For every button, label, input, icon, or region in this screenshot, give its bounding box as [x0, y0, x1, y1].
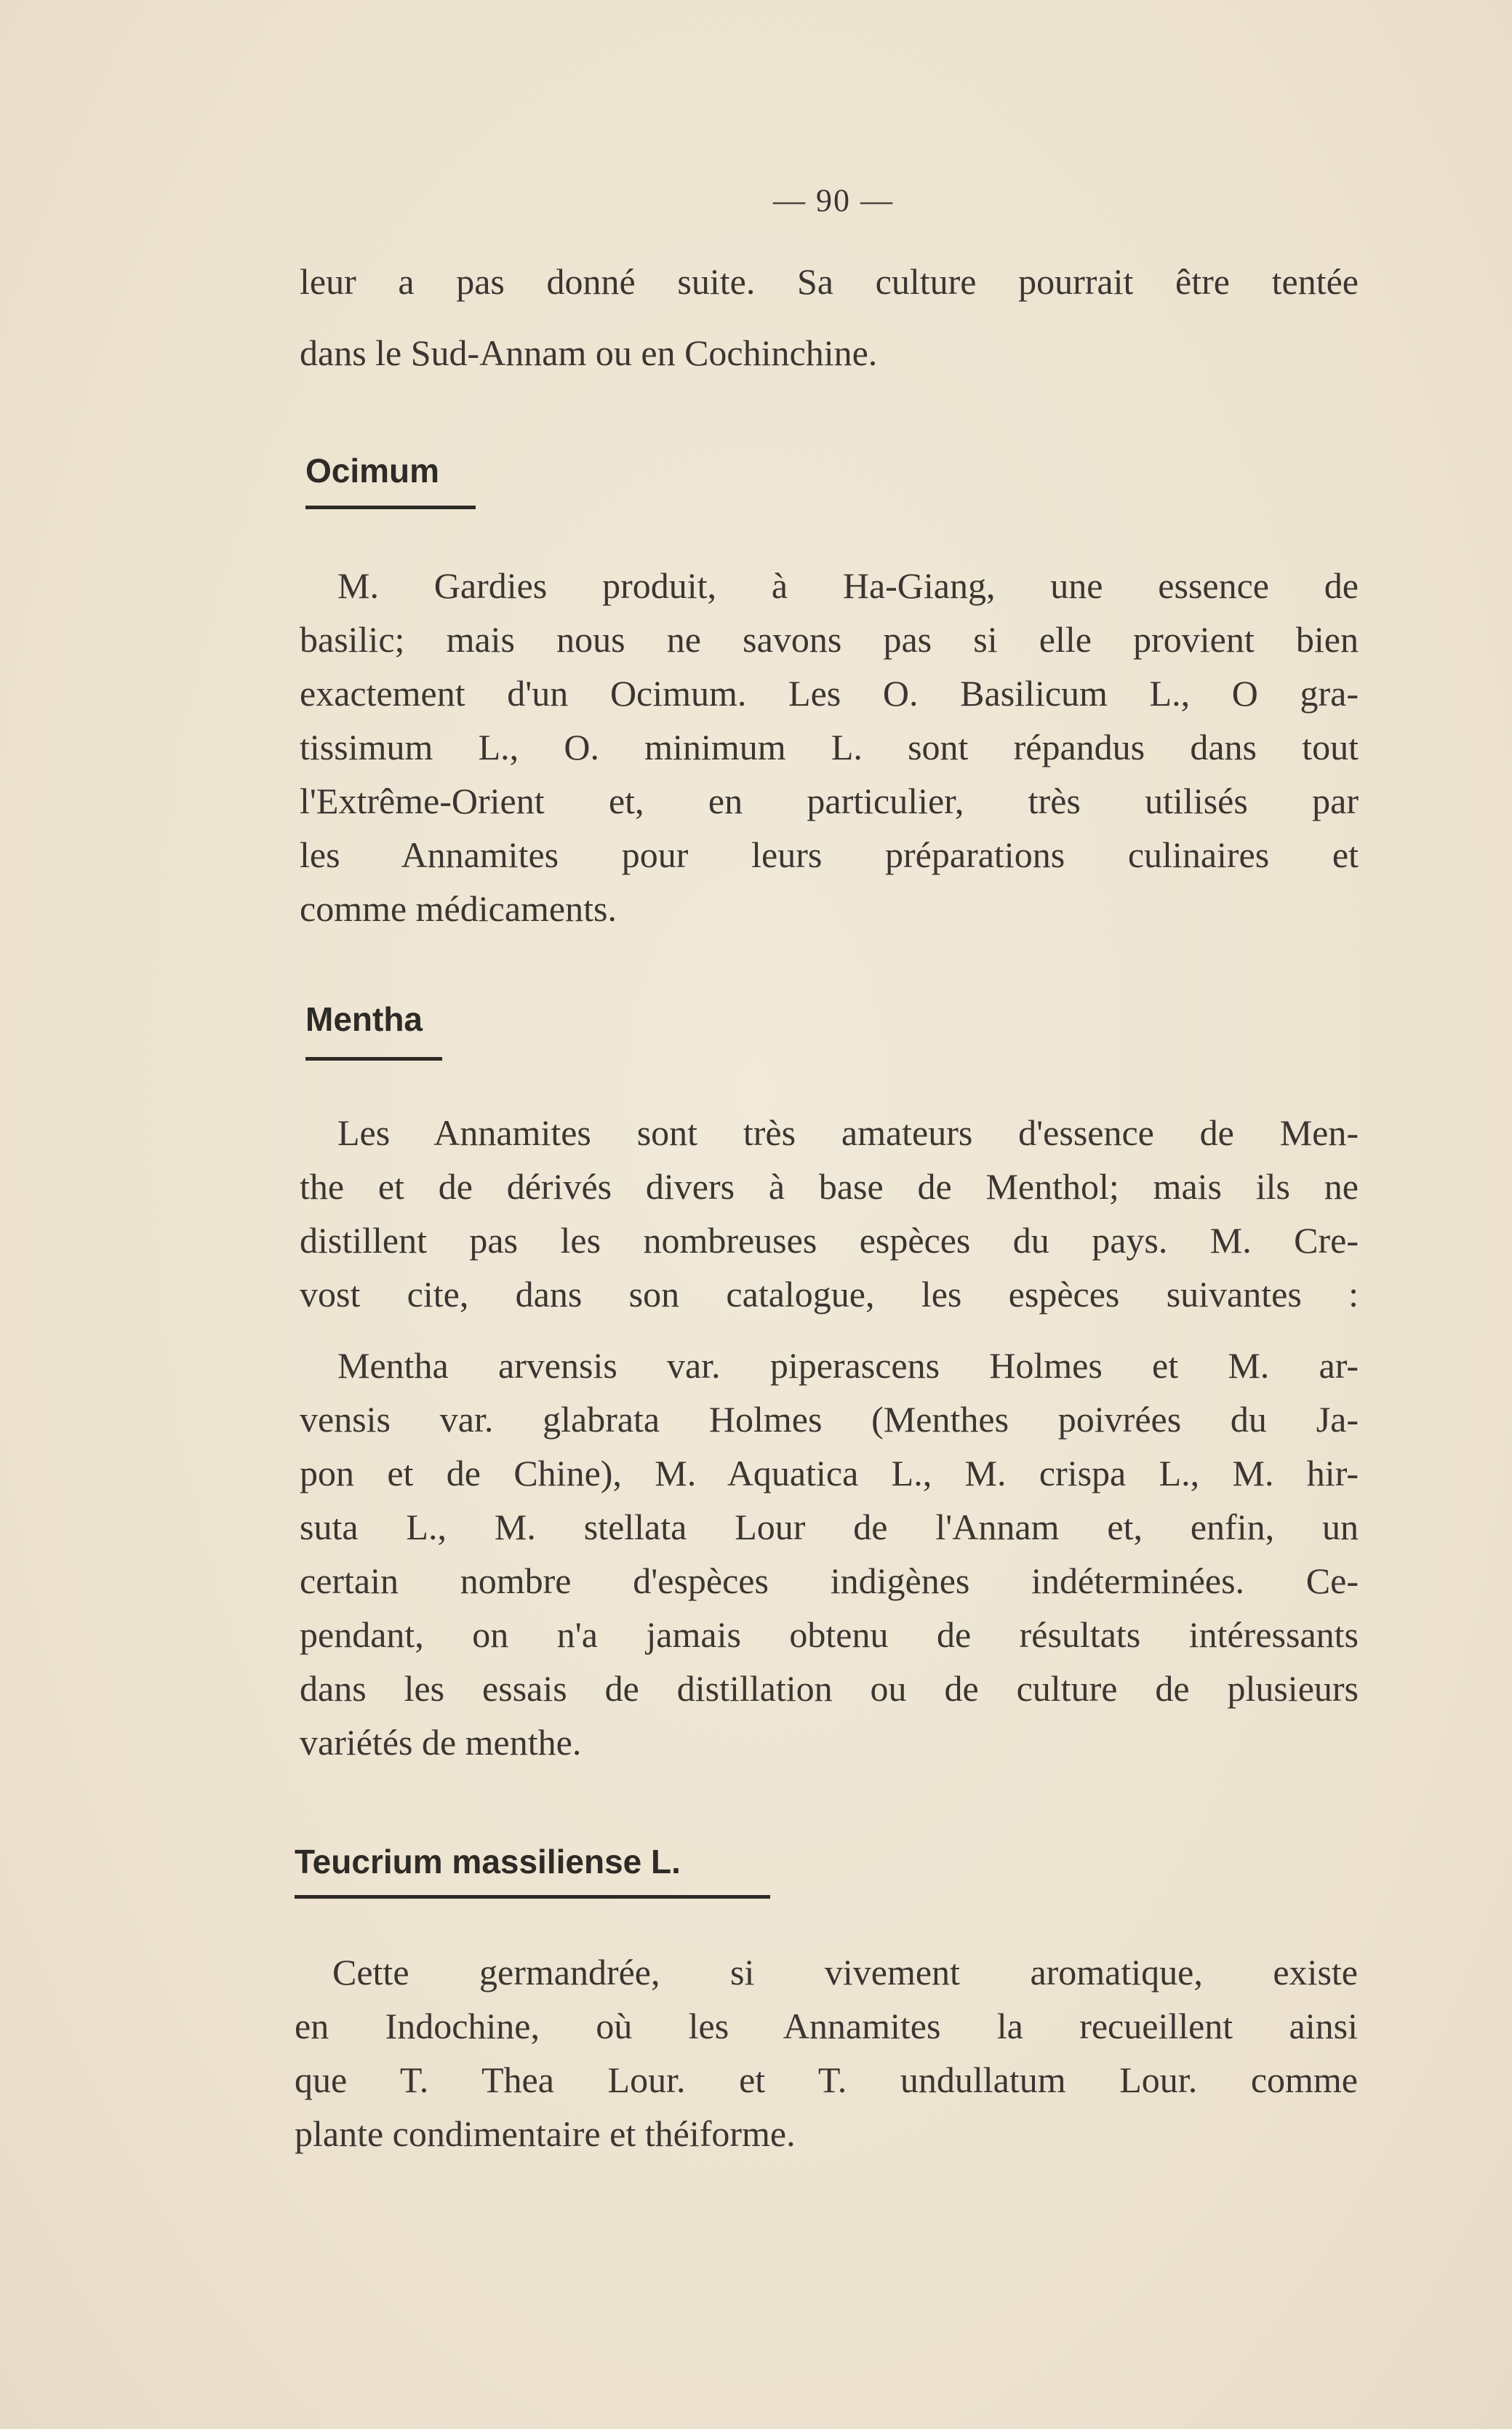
intro-paragraph	[300, 255, 1359, 380]
text-line: certain nombre d'espèces indigènes indéterminées. Ce-	[300, 1560, 1359, 1601]
paragraph-ocimum	[300, 559, 1359, 936]
text-line: Les Annamites sont très amateurs d'essence de Men-	[337, 1112, 1359, 1153]
text-line: variétés de menthe.	[300, 1722, 582, 1763]
text-line: Cette germandrée, si vivement aromatique, existe	[332, 1952, 1358, 1993]
paragraph-mentha-1	[300, 1106, 1359, 1321]
text-line: l'Extrême-Orient et, en particulier, très utilisés par	[300, 781, 1359, 821]
text-line: distillent pas les nombreuses espèces du pays. M. Cre-	[300, 1220, 1359, 1261]
text-line: tissimum L., O. minimum L. sont répandus dans tout	[300, 727, 1359, 767]
text-line: dans le Sud-Annam ou en Cochinchine.	[300, 332, 878, 373]
text-line: suta L., M. stellata Lour de l'Annam et, enfin, un	[300, 1507, 1359, 1547]
section-heading-teucrium: Teucrium massiliense L.	[295, 1843, 681, 1880]
text-line: vost cite, dans son catalogue, les espèces suivantes :	[300, 1274, 1359, 1315]
text-line: M. Gardies produit, à Ha-Giang, une essence de	[337, 565, 1359, 606]
text-line: plante condimentaire et théiforme.	[295, 2113, 796, 2154]
text-line: en Indochine, où les Annamites la recueillent ainsi	[295, 2006, 1358, 2046]
heading-underline	[305, 1057, 442, 1061]
heading-underline	[295, 1895, 770, 1899]
text-line: Mentha arvensis var. piperascens Holmes et M. ar-	[337, 1345, 1359, 1386]
section-heading-ocimum: Ocimum	[305, 452, 440, 490]
section-heading-mentha: Mentha	[305, 1000, 423, 1038]
text-line: comme médicaments.	[300, 888, 617, 929]
text-line: leur a pas donné suite. Sa culture pourrait être tentée	[300, 261, 1359, 302]
text-line: exactement d'un Ocimum. Les O. Basilicum L., O gra-	[300, 673, 1359, 714]
text-line: basilic; mais nous ne savons pas si elle provient bien	[300, 619, 1359, 660]
text-line: vensis var. glabrata Holmes (Menthes poivrées du Ja-	[300, 1399, 1359, 1440]
text-line: pon et de Chine), M. Aquatica L., M. crispa L., M. hir-	[300, 1453, 1359, 1493]
paragraph-teucrium	[295, 1945, 1358, 2161]
text-line: dans les essais de distillation ou de culture de plusieurs	[300, 1668, 1359, 1709]
text-line: the et de dérivés divers à base de Menthol; mais ils ne	[300, 1166, 1359, 1207]
text-line: que T. Thea Lour. et T. undullatum Lour. comme	[295, 2059, 1358, 2100]
text-line: les Annamites pour leurs préparations culinaires et	[300, 834, 1359, 875]
page-number: — 90 —	[773, 183, 894, 218]
paragraph-mentha-2	[300, 1339, 1359, 1769]
text-line: pendant, on n'a jamais obtenu de résultats intéressants	[300, 1614, 1359, 1655]
heading-underline	[305, 506, 476, 509]
